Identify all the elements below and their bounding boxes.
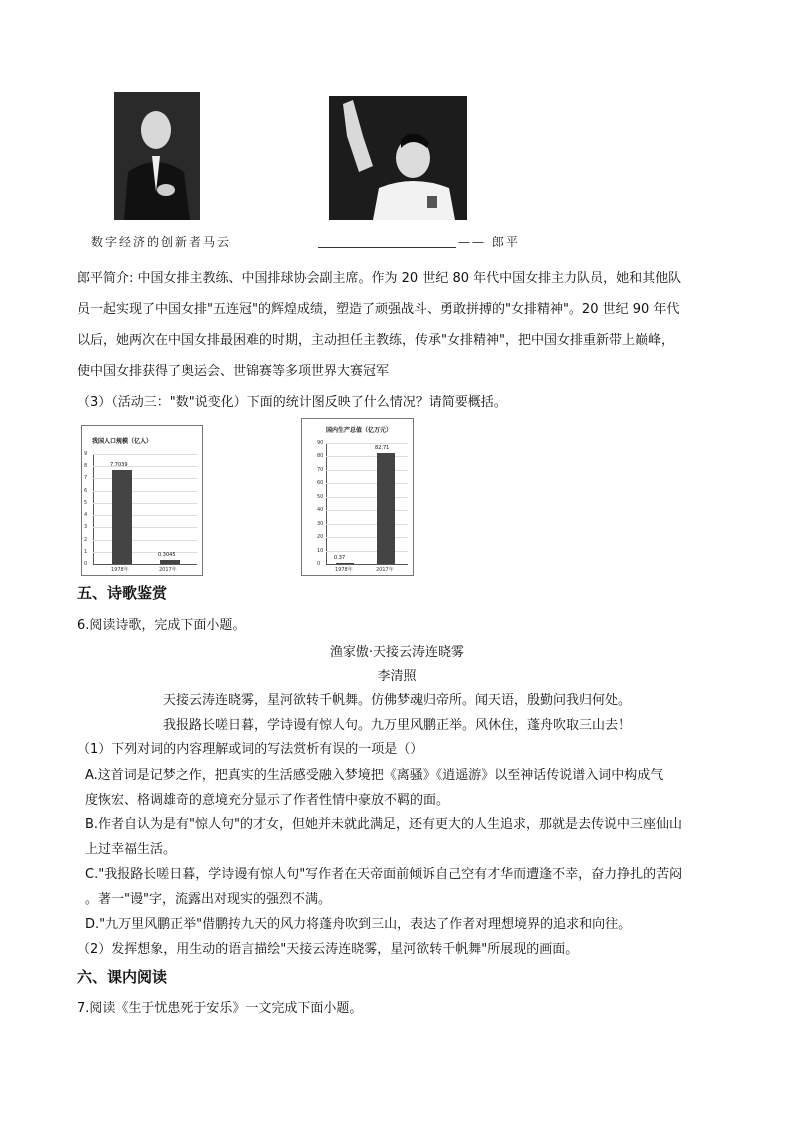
x-axis: [93, 564, 197, 565]
gridline: [93, 540, 197, 541]
y-tick-label: 5: [84, 499, 88, 506]
y-tick-label: 6: [84, 487, 88, 494]
gridline: [93, 454, 197, 455]
gridline: [326, 537, 408, 538]
gridline: [326, 524, 408, 525]
y-tick-label: 60: [317, 480, 324, 487]
y-tick-label: 40: [317, 507, 324, 514]
chart-title: 国内生产总值（亿万元）: [326, 427, 393, 434]
gridline: [326, 456, 408, 457]
y-tick-label: 90: [317, 440, 324, 446]
option-line: 上过幸福生活。: [85, 842, 177, 857]
y-tick-label: 20: [317, 534, 324, 541]
bar: [377, 453, 395, 564]
bar: [160, 560, 180, 564]
photo-ma-yun: [114, 92, 200, 220]
poem-line: 我报路长嗟日暮，学诗谩有惊人句。九万里风鹏正举。风休住，蓬舟吹取三山去！: [162, 718, 631, 733]
bio-line: 以后，她两次在中国女排最困难的时期，主动担任主教练，传承"女排精神"，把中国女排重新带上巅峰，: [77, 333, 674, 348]
bio-line: 使中国女排获得了奥运会、世锦赛等多项世界大赛冠军: [77, 364, 390, 379]
option-line: A.这首词是记梦之作，把真实的生活感受融入梦境把《离骚》《逍遥游》以至神话传说谱入词中构成气: [85, 768, 664, 783]
gridline: [326, 551, 408, 552]
y-tick-label: 70: [317, 466, 324, 473]
poem-author: 李清照: [377, 669, 417, 684]
option-line: C."我报路长嗟日暮，学诗谩有惊人句"写作者在天帝面前倾诉自己空有才华而遭逢不幸，奋力挣扎的苦闷: [85, 867, 683, 882]
photo-lang-ping-image: [329, 96, 467, 220]
question-3: （3）（活动三："数"说变化）下面的统计图反映了什么情况？请简要概括。: [77, 395, 507, 410]
option-line: 度恢宏、格调雄奇的意境充分显示了作者性情中豪放不羁的面。: [85, 793, 450, 808]
option-line: 。著一"谩"字，流露出对现实的强烈不满。: [85, 892, 331, 907]
y-tick-label: 50: [317, 493, 324, 500]
bar: [336, 563, 354, 564]
y-tick-label: 2: [84, 536, 88, 543]
poem-line: 天接云涛连晓雾，星河欲转千帆舞。仿佛梦魂归帝所。闻天语，殷勤问我归何处。: [162, 693, 631, 708]
gridline: [93, 515, 197, 516]
chart-population: [81, 425, 203, 576]
chart-title: 我国人口规模（亿人）: [92, 438, 153, 445]
x-axis: [326, 564, 408, 565]
chart-gdp: [301, 418, 414, 576]
poem-title: 渔家傲·天接云涛连晓雾: [329, 645, 465, 660]
data-label: 7.7039: [110, 461, 128, 468]
gridline: [93, 478, 197, 479]
option-line: B.作者自认为是有"惊人句"的才女，但她并未就此满足，还有更大的人生追求，那就是去传说中三座仙山: [85, 817, 683, 832]
answer-blank: [318, 247, 456, 248]
y-tick-label: 0: [317, 561, 321, 567]
y-tick-label: 80: [317, 453, 324, 460]
y-tick-label: 0: [84, 561, 88, 567]
x-tick-label: 2017年: [159, 567, 177, 573]
data-label: 0.3045: [158, 552, 176, 559]
section-heading: 六、课内阅读: [77, 968, 168, 986]
gridline: [326, 470, 408, 471]
y-tick-label: 1: [84, 548, 88, 555]
gridline: [93, 491, 197, 492]
gridline: [326, 443, 408, 444]
y-tick-label: 8: [84, 463, 88, 470]
bio-line: 员一起实现了中国女排"五连冠"的辉煌成绩，塑造了顽强战斗、勇敢拼搏的"女排精神"。20 世纪 90 年代: [77, 302, 680, 317]
bio-line: 郎平简介: 中国女排主教练、中国排球协会副主席。作为 20 世纪 80 年代中国女排主力队员，她和其他队: [77, 271, 682, 286]
y-tick-label: 9: [84, 451, 88, 457]
caption-ma-yun: 数字经济的创新者马云: [91, 235, 232, 249]
question-6-2: （2）发挥想象，用生动的语言描绘"天接云涛连晓雾，星河欲转千帆舞"所展现的画面。: [77, 942, 579, 957]
data-label: 82.71: [375, 444, 390, 451]
question-6-intro: 6.阅读诗歌，完成下面小题。: [77, 618, 246, 633]
option-line: D."九万里风鹏正举"借鹏抟九天的风力将蓬舟吹到三山，表达了作者对理想境界的追求和向往。: [85, 917, 632, 932]
gridline: [326, 510, 408, 511]
gridline: [326, 497, 408, 498]
caption-lang-ping: —— 郎平: [458, 235, 520, 249]
x-tick-label: 1978年: [111, 567, 129, 573]
y-tick-label: 10: [317, 547, 324, 554]
gridline: [93, 552, 197, 553]
y-tick-label: 7: [84, 475, 88, 482]
x-tick-label: 1978年: [335, 567, 353, 573]
photo-lang-ping: [329, 96, 467, 220]
y-axis: [93, 454, 94, 564]
question-7: 7.阅读《生于忧患死于安乐》一文完成下面小题。: [77, 1001, 363, 1016]
y-axis: [326, 443, 327, 564]
data-label: 0.37: [334, 555, 346, 561]
chart-plot: [82, 426, 202, 575]
x-tick-label: 2017年: [376, 567, 394, 573]
gridline: [93, 527, 197, 528]
question-6-1: （1）下列对词的内容理解或词的写法赏析有误的一项是（）: [77, 742, 424, 757]
gridline: [93, 466, 197, 467]
y-tick-label: 4: [84, 512, 88, 519]
y-tick-label: 30: [317, 520, 324, 527]
chart-plot: [302, 419, 413, 575]
section-heading: 五、诗歌鉴赏: [77, 584, 168, 602]
bar: [112, 470, 132, 564]
y-tick-label: 3: [84, 524, 88, 531]
photo-ma-yun-image: [114, 92, 200, 220]
gridline: [93, 503, 197, 504]
gridline: [326, 483, 408, 484]
